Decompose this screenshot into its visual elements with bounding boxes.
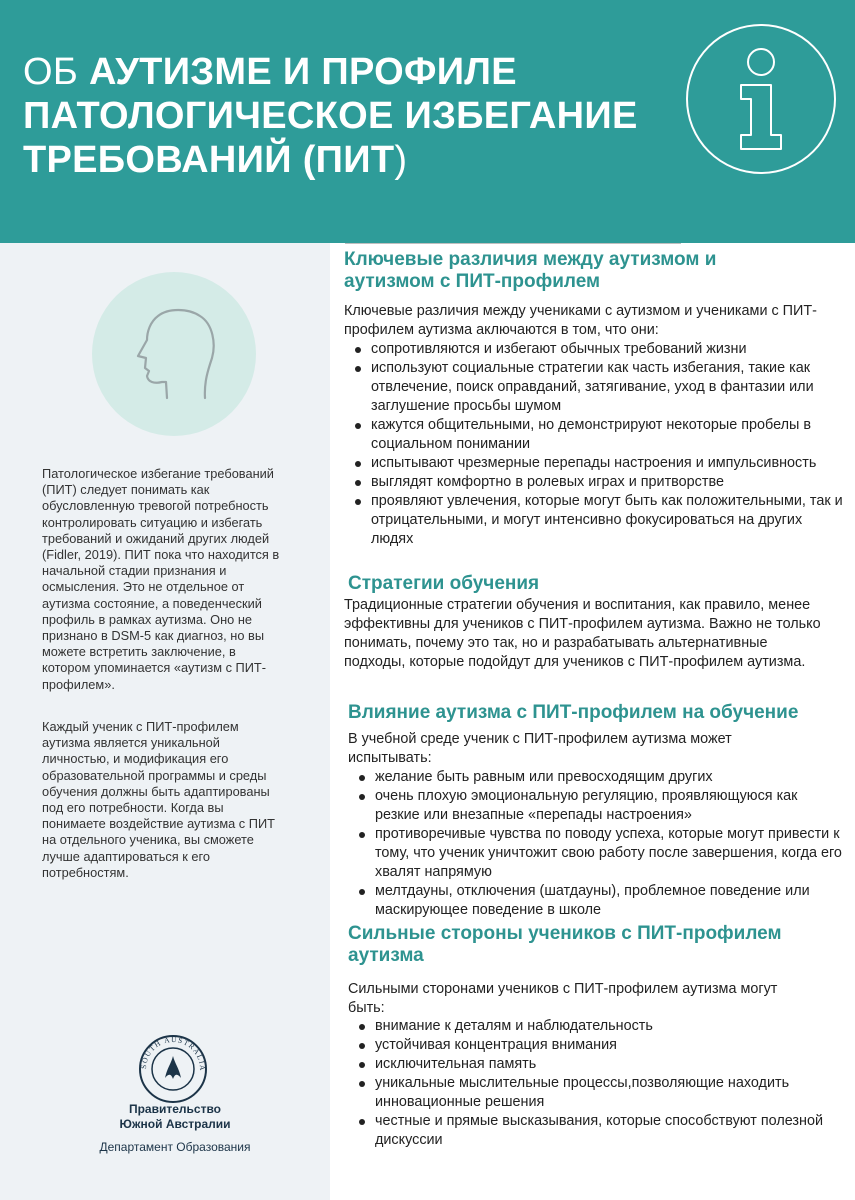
differences-list xyxy=(344,340,844,549)
sidebar-paragraph-1: Патологическое избегание требований (ПИТ) следует понимать как обусловленную тревогой потребность контролировать ситуацию и избегать требований и ожиданий других людей (Fidler, 2019). ПИТ пока что находится в начальной стадии признания и осмысления. Это не отдельное от аутизма состояние, а поведенческий профиль в рамках аутизма. Оно не признано в DSM-5 как диагноз, но вы можете встретить заключение, в котором упоминается «аутизм с ПИТ-профилем». xyxy=(42,466,280,692)
title-close-paren: ) xyxy=(394,139,408,181)
title-prefix: ОБ xyxy=(23,51,89,93)
impact-list xyxy=(348,768,843,920)
list-item: очень плохую эмоциональную регуляцию, проявляющуюся как резкие или внезапные «перепады настроения» xyxy=(348,787,843,825)
list-item: исключительная память xyxy=(348,1055,843,1074)
org-name-line-2: Южной Австралии xyxy=(119,1117,231,1131)
south-australia-logo xyxy=(138,1034,208,1104)
list-item: желание быть равным или превосходящим других xyxy=(348,768,843,787)
org-name xyxy=(80,1102,270,1132)
list-item: сопротивляются и избегают обычных требований жизни xyxy=(344,340,844,359)
sidebar-paragraph-2: Каждый ученик с ПИТ-профилем аутизма является уникальной личностью, и модификация его образовательной программы и среды обучения должны быть адаптированы под его потребности. Когда вы понимаете воздействие аутизма с ПИТ на отдельного ученика, вы сможете лучше адаптироваться к его потребностям. xyxy=(42,719,275,880)
list-item: испытывают чрезмерные перепады настроения и импульсивность xyxy=(344,454,844,473)
list-item: выглядят комфортно в ролевых играх и притворстве xyxy=(344,473,844,492)
title-line-3: ТРЕБОВАНИЙ (ПИТ xyxy=(23,139,395,181)
strengths-intro: Сильными сторонами учеников с ПИТ-профилем аутизма могут быть: xyxy=(348,981,778,1016)
list-item: кажутся общительными, но демонстрируют некоторые пробелы в социальном понимании xyxy=(344,416,844,454)
divider xyxy=(345,243,681,244)
differences-intro: Ключевые различия между учениками с аутизмом и учениками с ПИТ-профилем аутизма аключаются в том, что они: xyxy=(344,303,817,338)
impact-intro: В учебной среде ученик с ПИТ-профилем аутизма может испытывать: xyxy=(348,731,732,766)
list-item: устойчивая концентрация внимания xyxy=(348,1036,843,1055)
heading-strategies: Стратегии обучения xyxy=(348,573,540,594)
list-item: уникальные мыслительные процессы,позволяющие находить инновационные решения xyxy=(348,1074,843,1112)
title-line-2: ПАТОЛОГИЧЕСКОЕ ИЗБЕГАНИЕ xyxy=(23,95,638,137)
list-item: противоречивые чувства по поводу успеха, которые могут привести к тому, что ученик уничтожит свою работу после завершения, когда его хвалят напрямую xyxy=(348,825,843,882)
heading-impact: Влияние аутизма с ПИТ-профилем на обучение xyxy=(348,702,799,723)
list-item: мелтдауны, отключения (шатдауны), проблемное поведение или маскирующее поведение в школе xyxy=(348,882,843,920)
strengths-list xyxy=(348,1017,843,1150)
heading-key-differences: Ключевые различия между аутизмом и аутизмом с ПИТ-профилем xyxy=(344,249,717,292)
list-item: используют социальные стратегии как часть избегания, такие как отвлечение, поиск оправданий, затягивание, уход в фантазии или заглушение просьбы шумом xyxy=(344,359,844,416)
head-profile-icon xyxy=(92,272,256,436)
list-item: честные и прямые высказывания, которые способствуют полезной дискуссии xyxy=(348,1112,843,1150)
org-name-line-1: Правительство xyxy=(128,1102,222,1116)
strategies-text: Традиционные стратегии обучения и воспитания, как правило, менее эффективны для учеников с ПИТ-профилем аутизма. Важно не только понимать, почему это так, но и разрабатывать альтернативные подходы, которые подойдут для учеников с ПИТ-профилем аутизма. xyxy=(344,597,821,670)
header-banner xyxy=(0,0,855,243)
list-item: внимание к деталям и наблюдательность xyxy=(348,1017,843,1036)
list-item: проявляют увлечения, которые могут быть как положительными, так и отрицательными, и могут интенсивно фокусироваться на других людях xyxy=(344,492,844,549)
page-title xyxy=(23,50,683,182)
logo-text: SOUTH AUSTRALIA xyxy=(138,1034,208,1072)
info-icon xyxy=(684,22,838,176)
title-line-1: АУТИЗМЕ И ПРОФИЛЕ xyxy=(88,51,517,93)
org-department: Департамент Образования xyxy=(99,1140,251,1154)
heading-strengths: Сильные стороны учеников с ПИТ-профилем аутизма xyxy=(348,923,782,966)
